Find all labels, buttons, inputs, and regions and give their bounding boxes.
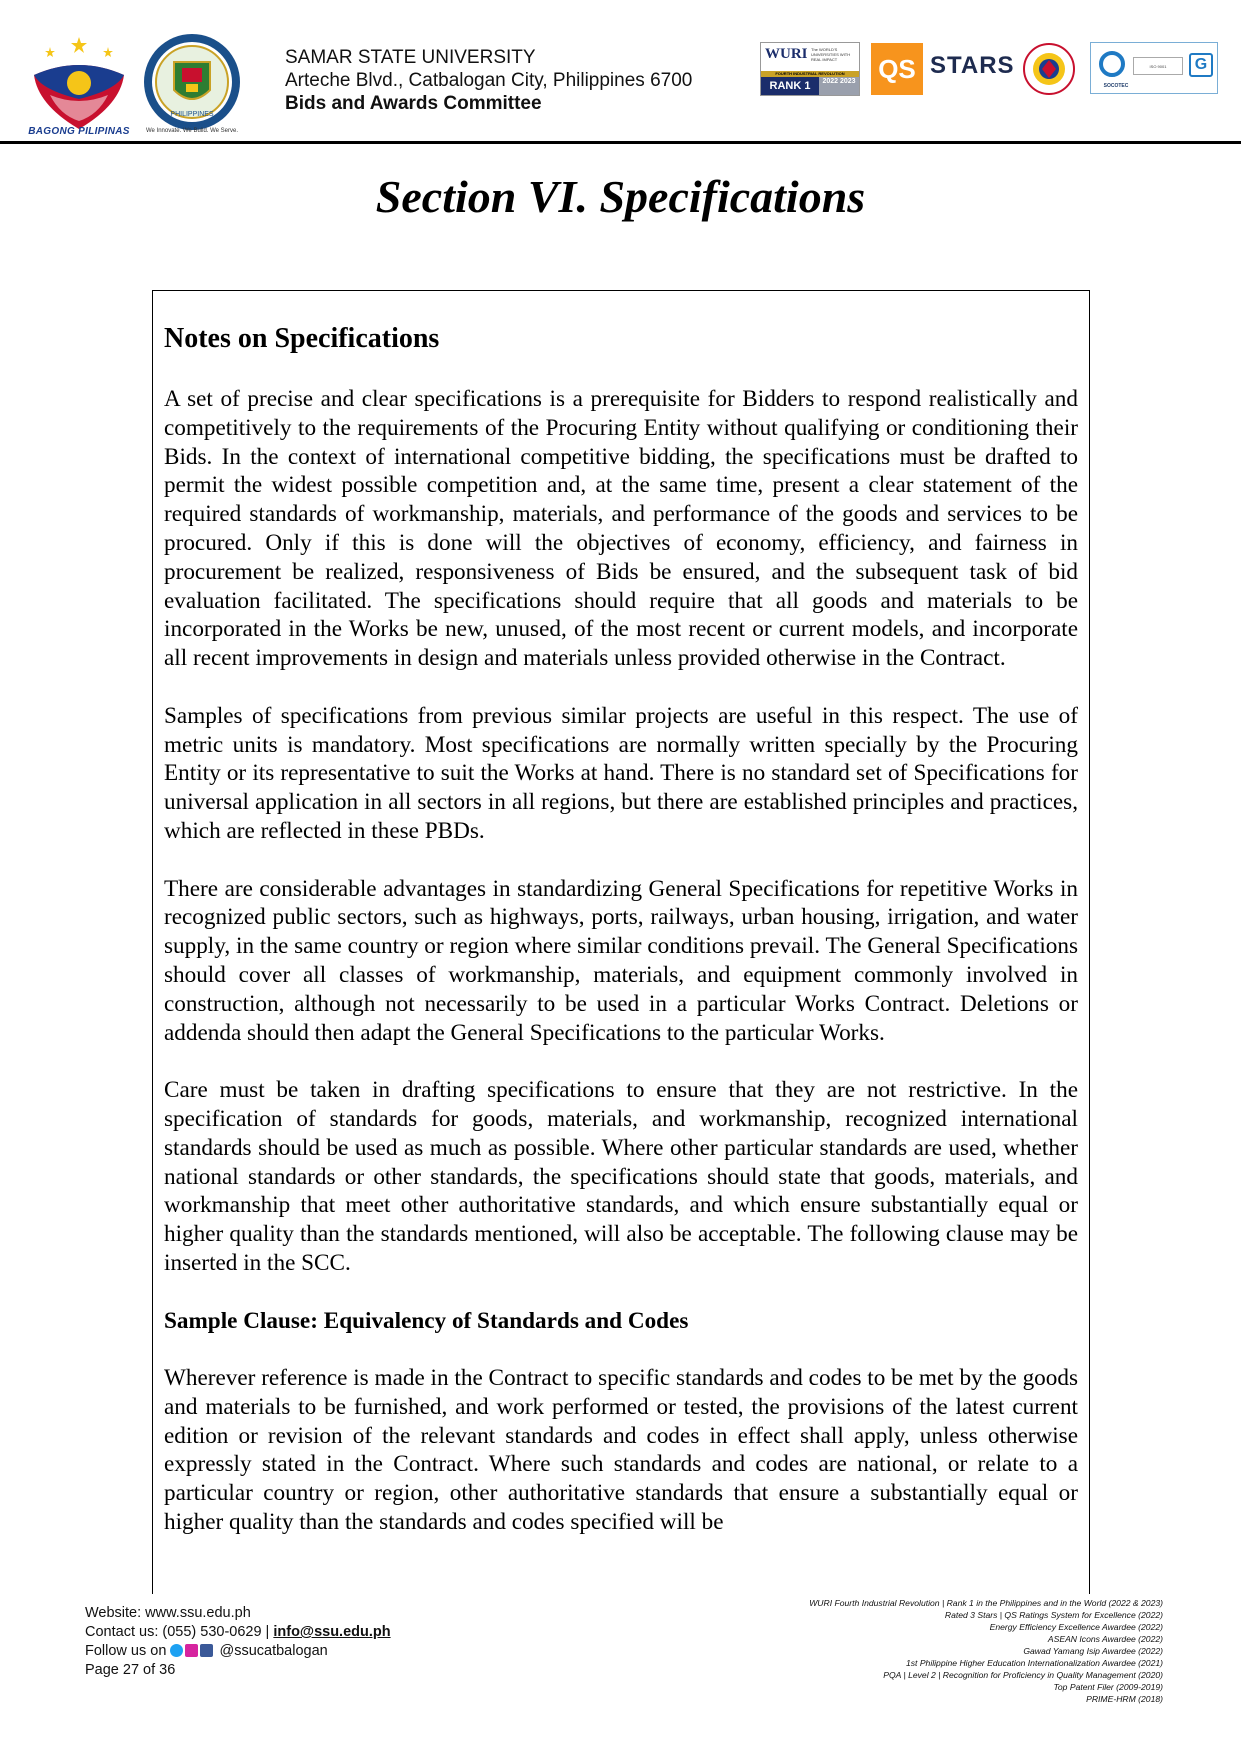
bagong-pilipinas-text: BAGONG PILIPINAS [28, 126, 130, 137]
footer-phone: Contact us: (055) 530-0629 | [85, 1624, 274, 1640]
wurj-logo-text: WURI [765, 46, 808, 62]
wurj-badge [760, 42, 860, 96]
notes-paragraph: Samples of specifications from previous similar projects are useful in this respect. The use of metric units is mandatory. Most specifications are normally written specially by the Procuring Entity or its representative to suit the Works at hand. There is no standard set of Specifications for universal application in all sectors in all regions, but there are established principles and practices, which are reflected in these PBDs. [164, 702, 1078, 844]
award-item: Top Patent Filer (2009-2019) [1053, 1682, 1163, 1692]
award-item: WURI Fourth Industrial Revolution | Rank 1 in the Philippines and in the World (2022 & 2023) [809, 1598, 1163, 1608]
wurj-small-text: The WORLD'S UNIVERSITIES WITH REAL IMPACT [811, 47, 851, 62]
twitter-icon[interactable] [170, 1644, 183, 1657]
footer-contact [85, 1604, 391, 1680]
header-rule [0, 141, 1241, 144]
wurj-band: FOURTH INDUSTRIAL REVOLUTION [761, 71, 859, 77]
ssu-tagline: We Innovate. We Build. We Serve. [145, 128, 239, 134]
footer-website[interactable]: Website: www.ssu.edu.ph [85, 1605, 251, 1621]
notes-paragraph: Care must be taken in drafting specifications to ensure that they are not restrictive. In the specification of standards for goods, materials, and workmanship, recognized international standards should be used as much as possible. Where other particular standards are used, whether national standards or other standards, the specifications should state that goods, materials, and workmanship that meet other authoritative standards, and which ensure substantially equal or higher quality than the standards mentioned, will also be acceptable. The following clause may be inserted in the SCC. [164, 1077, 1078, 1276]
svg-text:PHILIPPINES: PHILIPPINES [170, 111, 214, 118]
sample-clause-title: Sample Clause: Equivalency of Standards and Codes [164, 1307, 689, 1334]
page-number: Page 27 of 36 [85, 1662, 176, 1678]
notes-paragraph: A set of precise and clear specifications is a prerequisite for Bidders to respond realistically and competitively to the requirements of the Procuring Entity without qualifying or conditioning their Bids. In the context of international competitive bidding, the specifications must be drafted to permit the widest possible competition and, at the same time, present a clear statement of the required standards of workmanship, materials, and performance of the goods and services to be procured. Only if this is done will the objectives of economy, efficiency, and fairness in procurement be realized, responsiveness of Bids be ensured, and the subsequent task of bid evaluation facilitated. The specifications should require that all goods and materials to be incorporated in the Works be new, unused, of the most recent or current models, and incorporate all recent improvements in design and materials unless provided otherwise in the Contract. [164, 386, 1078, 672]
footer-awards [809, 1597, 1163, 1705]
notes-body [164, 385, 1078, 1566]
notes-paragraph: There are considerable advantages in standardizing General Specifications for repetitive Works in recognized public sectors, such as highways, ports, railways, urban housing, irrigation, and water supply, in the same country or region where similar conditions prevail. The General Specifications should cover all classes of workmanship, materials, and equipment commonly involved in construction, although not necessarily to be used in a particular Works Contract. Deletions or addenda should then adapt the General Specifications to the particular Works. [164, 875, 1078, 1046]
certification-badge [1090, 42, 1218, 94]
iso-label: ISO 9001 [1133, 57, 1183, 75]
university-name: SAMAR STATE UNIVERSITY [285, 47, 536, 68]
footer-contact-line [85, 1623, 391, 1642]
footer-handle: @ssucatbalogan [219, 1643, 328, 1659]
footer-follow-line [85, 1642, 391, 1661]
notes-box [152, 290, 1090, 1594]
office-name: Bids and Awards Committee [285, 93, 542, 114]
footer-follow-label: Follow us on [85, 1643, 171, 1659]
ssu-seal-logo [142, 32, 242, 132]
instagram-icon[interactable] [185, 1644, 198, 1657]
wurj-years: 2022 2023 [819, 77, 859, 95]
header-text [285, 46, 692, 115]
page-header [0, 0, 1241, 148]
socotec-ring-icon [1099, 51, 1125, 77]
qs-stars-text: STARS [930, 52, 1015, 79]
notes-heading: Notes on Specifications [164, 323, 440, 354]
award-item: Gawad Yamang Isip Awardee (2022) [1023, 1646, 1163, 1656]
award-item: Rated 3 Stars | QS Ratings System for Excellence (2022) [944, 1610, 1163, 1620]
asean-icons-seal [1022, 42, 1076, 96]
g-cert-icon: G [1189, 53, 1213, 77]
award-item: PRIME-HRM (2018) [1086, 1694, 1163, 1704]
award-item: 1st Philippine Higher Education Internationalization Awardee (2021) [905, 1658, 1163, 1668]
sample-clause-text: Wherever reference is made in the Contract to specific standards and codes to be met by the goods and materials to be furnished, and work performed or tested, the provisions of the latest current edition or revision of the relevant standards and codes in effect shall apply, unless otherwise expressly stated in the Contract. Where such standards and codes are national, or relate to a particular country or region, other authoritative standards that ensure a substantially equal or higher quality than the standards and codes specified will be [164, 1365, 1078, 1536]
socotec-label: SOCOTEC [1103, 83, 1129, 89]
qs-logo: QS [871, 43, 923, 95]
section-title: Section VI. Specifications [375, 171, 866, 222]
bagong-pilipinas-logo [20, 30, 138, 140]
facebook-icon[interactable] [200, 1644, 213, 1657]
university-address: Arteche Blvd., Catbalogan City, Philippines 6700 [285, 70, 693, 91]
award-item: Energy Efficiency Excellence Awardee (2022) [989, 1622, 1163, 1632]
award-item: PQA | Level 2 | Recognition for Proficiency in Quality Management (2020) [883, 1670, 1163, 1680]
award-item: ASEAN Icons Awardee (2022) [1047, 1634, 1163, 1644]
footer-email-link[interactable]: info@ssu.edu.ph [273, 1624, 391, 1640]
wurj-rank: RANK 1 [761, 77, 819, 95]
